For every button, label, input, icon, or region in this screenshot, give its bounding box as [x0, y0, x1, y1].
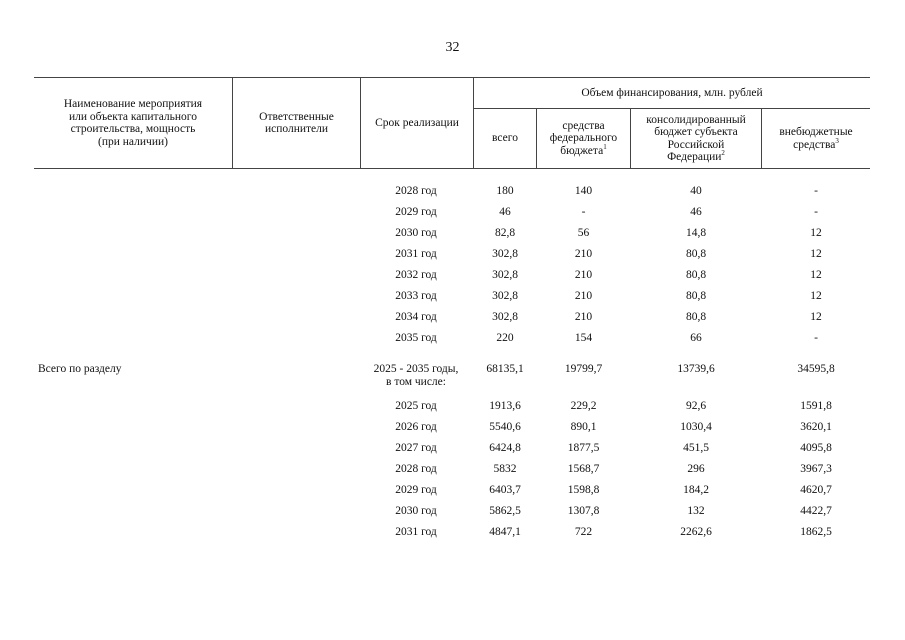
row-term: 2031 год: [395, 526, 437, 538]
row-regional: 46: [690, 206, 702, 218]
header-federal-line: бюджета: [560, 144, 604, 157]
row-extra: 3620,1: [800, 421, 832, 433]
table-row: [0, 245, 905, 266]
row-regional: 451,5: [683, 442, 709, 454]
row-extra: 1591,8: [800, 400, 832, 412]
row-federal: 1307,8: [567, 505, 600, 517]
row-term: 2025 год: [395, 400, 437, 412]
row-federal: 56: [577, 227, 590, 239]
table-row: [0, 460, 905, 481]
row-term: 2034 год: [395, 311, 437, 323]
row-term: 2030 год: [395, 227, 437, 239]
header-name-line: или объекта капитального: [69, 110, 197, 123]
row-total: 302,8: [492, 290, 518, 302]
row-total: 4847,1: [489, 526, 521, 538]
row-total: 5540,6: [489, 421, 521, 433]
header-term-label: Срок реализации: [375, 116, 459, 129]
table-row: [0, 439, 905, 460]
row-term: 2033 год: [395, 290, 437, 302]
page-number: 32: [445, 40, 460, 55]
table-row: [0, 502, 905, 523]
row-extra: 34595,8: [797, 363, 835, 375]
header-regional-line: консолидированный: [646, 113, 746, 126]
header-term: [361, 78, 473, 168]
row-regional: 1030,4: [680, 421, 712, 433]
header-funding: [474, 78, 870, 108]
table-row: [0, 481, 905, 502]
row-extra: 4620,7: [800, 484, 832, 496]
row-extra: 12: [810, 311, 822, 323]
row-term-line: в том числе:: [386, 376, 446, 388]
row-total: 302,8: [492, 248, 518, 260]
row-term: 2029 год: [395, 484, 437, 496]
row-total: 1913,6: [489, 400, 521, 412]
row-regional: 80,8: [685, 290, 707, 302]
header-extra-line: средства: [793, 138, 836, 151]
row-total: 68135,1: [486, 363, 524, 375]
row-term: 2035 год: [395, 332, 437, 344]
header-extra-line: внебюджетные: [779, 126, 853, 138]
table-row-section-total: [0, 360, 905, 396]
row-total: 302,8: [492, 311, 518, 323]
header-responsible: [233, 78, 360, 168]
row-term: 2031 год: [395, 248, 437, 260]
header-name-line: (при наличии): [98, 135, 168, 148]
footnote-marker: 2: [721, 149, 725, 158]
row-federal: 210: [574, 311, 593, 323]
row-extra: -: [814, 206, 818, 218]
row-term: [362, 363, 470, 389]
row-federal: 210: [574, 248, 593, 260]
row-total: 5862,5: [489, 505, 521, 517]
row-extra: 1862,5: [800, 526, 832, 538]
row-total: 220: [496, 332, 514, 344]
row-regional: 80,8: [685, 248, 707, 260]
row-total: 302,8: [492, 269, 518, 281]
header-funding-label: Объем финансирования, млн. рублей: [581, 86, 763, 99]
header-name: [34, 78, 232, 168]
row-regional: 92,6: [685, 400, 707, 412]
row-extra: 12: [810, 227, 822, 239]
row-term-line: 2025 - 2035 годы,: [373, 363, 459, 375]
header-regional: [631, 109, 761, 168]
row-extra: 3967,3: [800, 463, 832, 475]
row-regional: 80,8: [685, 311, 707, 323]
row-term: 2027 год: [395, 442, 437, 454]
row-total: 46: [499, 206, 511, 218]
header-bottom-rule: [34, 168, 870, 169]
table-row: [0, 418, 905, 439]
row-federal: 210: [574, 269, 593, 281]
row-regional: 184,2: [683, 484, 709, 496]
row-extra: 12: [810, 248, 822, 260]
row-federal: 154: [574, 332, 593, 344]
table-row: [0, 287, 905, 308]
row-extra: -: [814, 185, 818, 197]
row-federal: 1568,7: [567, 463, 600, 475]
footnote-marker: 3: [835, 136, 839, 145]
row-term: 2028 год: [395, 185, 437, 197]
row-regional: 14,8: [685, 227, 707, 239]
table-row: [0, 224, 905, 245]
row-federal: 1877,5: [567, 442, 600, 454]
table-row: [0, 329, 905, 350]
row-federal: 210: [574, 290, 593, 302]
row-term: 2028 год: [395, 463, 437, 475]
header-extra: [762, 109, 870, 168]
row-term: 2032 год: [395, 269, 437, 281]
row-name: Всего по разделу: [38, 363, 122, 375]
row-federal: 140: [574, 185, 593, 197]
header-responsible-line: Ответственные: [259, 110, 334, 123]
row-federal: -: [581, 206, 586, 218]
table-row: [0, 182, 905, 203]
row-total: 180: [496, 185, 514, 197]
header-total-label: всего: [492, 132, 518, 145]
row-extra: 4422,7: [800, 505, 832, 517]
row-regional: 40: [690, 185, 702, 197]
header-total: [474, 109, 536, 168]
row-total: 6424,8: [489, 442, 521, 454]
row-total: 5832: [493, 463, 517, 475]
row-regional: 296: [687, 463, 705, 475]
table-row: [0, 203, 905, 224]
row-regional: 132: [687, 505, 705, 517]
header-name-line: Наименование мероприятия: [63, 98, 203, 110]
row-total: 6403,7: [489, 484, 521, 496]
header-regional-line: Российской: [667, 138, 725, 151]
header-responsible-line: исполнители: [264, 123, 329, 135]
table-row: [0, 266, 905, 287]
row-term: 2026 год: [395, 421, 437, 433]
row-federal: 1598,8: [567, 484, 600, 496]
row-regional: 2262,6: [680, 526, 712, 538]
row-extra: 12: [810, 269, 822, 281]
header-name-line: строительства, мощность: [70, 123, 196, 135]
header-federal: [537, 109, 630, 168]
row-regional: 66: [690, 332, 702, 344]
table-row: [0, 308, 905, 329]
row-extra: -: [814, 332, 818, 344]
header-regional-line: бюджет субъекта: [654, 126, 738, 138]
row-extra: 4095,8: [800, 442, 832, 454]
row-federal: 229,2: [570, 400, 597, 412]
row-total: 82,8: [494, 227, 516, 239]
header-regional-line: Федерации: [667, 151, 722, 163]
row-regional: 80,8: [685, 269, 707, 281]
table-row: [0, 523, 905, 544]
row-regional: 13739,6: [677, 363, 715, 375]
footnote-marker: 1: [603, 142, 607, 151]
row-term: 2029 год: [395, 206, 437, 218]
row-federal: 890,1: [570, 421, 597, 433]
row-extra: 12: [810, 290, 822, 302]
row-federal: 19799,7: [564, 363, 603, 375]
table-row: [0, 397, 905, 418]
row-term: 2030 год: [395, 505, 437, 517]
row-federal: 722: [574, 526, 593, 538]
header-federal-line: федерального: [549, 132, 618, 145]
header-federal-line: средства: [562, 119, 605, 132]
